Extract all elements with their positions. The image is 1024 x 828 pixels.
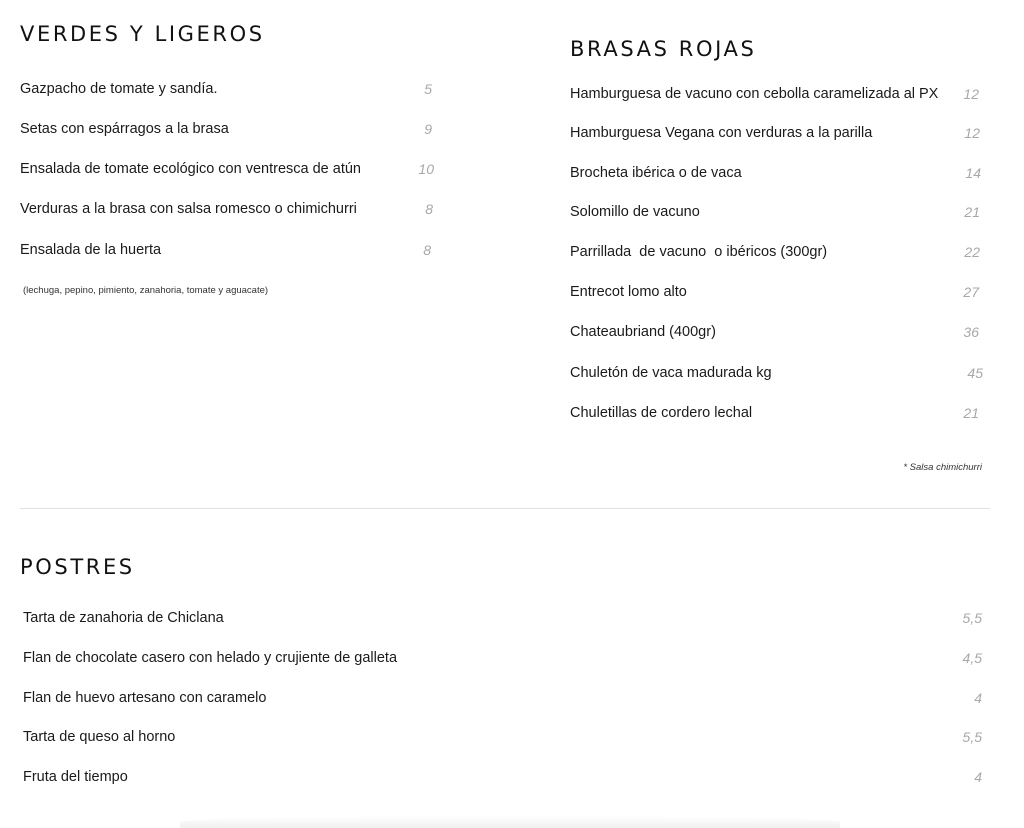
menu-item bbox=[23, 687, 982, 709]
item-price: 12 bbox=[963, 86, 979, 102]
item-price: 4 bbox=[974, 769, 982, 785]
item-price: 36 bbox=[963, 324, 979, 340]
brasas-note: * Salsa chimichurri bbox=[903, 462, 982, 473]
menu-item bbox=[570, 402, 979, 424]
item-price: 9 bbox=[424, 121, 432, 137]
item-name: Chuletillas de cordero lechal bbox=[570, 405, 753, 421]
menu-item bbox=[570, 281, 979, 303]
item-price: 45 bbox=[967, 365, 983, 381]
item-price: 12 bbox=[964, 125, 980, 141]
item-price: 5,5 bbox=[962, 729, 982, 745]
item-name: Ensalada de la huerta bbox=[20, 242, 162, 258]
item-price: 21 bbox=[964, 204, 980, 220]
item-name: Verduras a la brasa con salsa romesco o chimichurri bbox=[20, 201, 357, 217]
menu-item bbox=[570, 362, 983, 384]
section-divider bbox=[20, 508, 990, 509]
section-title-verdes: VERDES Y LIGEROS bbox=[20, 22, 265, 46]
item-price: 27 bbox=[963, 284, 979, 300]
item-price: 14 bbox=[965, 165, 981, 181]
item-name: Flan de chocolate casero con helado y crujiente de galleta bbox=[23, 650, 398, 666]
menu-item bbox=[570, 241, 980, 263]
item-name: Brocheta ibérica o de vaca bbox=[570, 165, 742, 181]
menu-item bbox=[20, 239, 431, 261]
item-price: 8 bbox=[423, 242, 431, 258]
section-title-brasas: BRASAS ROJAS bbox=[570, 37, 757, 61]
item-name: Tarta de zanahoria de Chiclana bbox=[23, 610, 224, 626]
item-price: 5,5 bbox=[962, 610, 982, 626]
item-name: Ensalada de tomate ecológico con ventresca de atún bbox=[20, 161, 361, 177]
item-price: 21 bbox=[963, 405, 979, 421]
item-price: 10 bbox=[418, 161, 434, 177]
item-name: Solomillo de vacuno bbox=[570, 204, 700, 220]
item-name: Parrillada de vacuno o ibéricos (300gr) bbox=[570, 244, 828, 260]
item-name: Setas con espárragos a la brasa bbox=[20, 121, 229, 137]
item-name: Entrecot lomo alto bbox=[570, 284, 687, 300]
item-price: 22 bbox=[964, 244, 980, 260]
menu-item bbox=[570, 321, 979, 343]
item-price: 4,5 bbox=[962, 650, 982, 666]
item-name: Chuletón de vaca madurada kg bbox=[570, 365, 772, 381]
item-name: Gazpacho de tomate y sandía. bbox=[20, 81, 218, 97]
menu-item bbox=[20, 198, 433, 220]
menu-item bbox=[570, 201, 980, 223]
item-name: Flan de huevo artesano con caramelo bbox=[23, 690, 267, 706]
item-price: 4 bbox=[974, 690, 982, 706]
menu-item bbox=[20, 78, 432, 100]
item-name: Fruta del tiempo bbox=[23, 769, 128, 785]
item-price: 8 bbox=[425, 201, 433, 217]
menu-item bbox=[570, 122, 980, 144]
item-name: Hamburguesa Vegana con verduras a la parilla bbox=[570, 125, 873, 141]
item-price: 5 bbox=[424, 81, 432, 97]
menu-item bbox=[23, 607, 982, 629]
menu-item bbox=[570, 162, 981, 184]
menu-item bbox=[20, 118, 432, 140]
item-name: Chateaubriand (400gr) bbox=[570, 324, 716, 340]
menu-item bbox=[23, 647, 982, 669]
item-name: Tarta de queso al horno bbox=[23, 729, 176, 745]
section-title-postres: POSTRES bbox=[20, 555, 135, 579]
bottom-shadow bbox=[180, 816, 840, 828]
menu-item bbox=[570, 83, 979, 105]
menu-item bbox=[20, 158, 434, 180]
item-name: Hamburguesa de vacuno con cebolla caramelizada al PX bbox=[570, 86, 939, 102]
menu-item bbox=[23, 726, 982, 748]
menu-item bbox=[23, 766, 982, 788]
verdes-note: (lechuga, pepino, pimiento, zanahoria, tomate y aguacate) bbox=[23, 285, 269, 296]
